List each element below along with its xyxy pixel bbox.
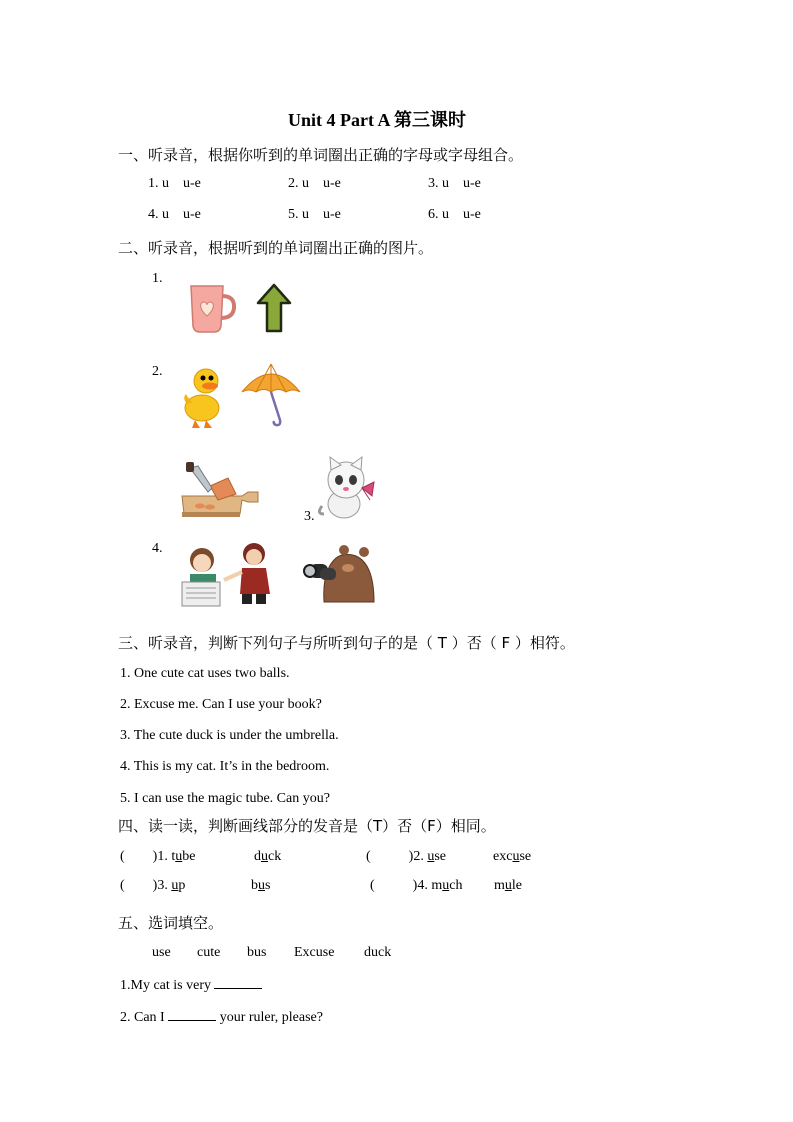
s1-item-4: 4. u u-e (148, 207, 201, 222)
s5-question-1: 1.My cat is very (120, 976, 262, 994)
s5-question-2: 2. Can I your ruler, please? (120, 1010, 323, 1025)
s2-label-4: 4. (152, 541, 163, 556)
section5-heading: 五、选词填空。 (118, 914, 224, 932)
word-bank-bus: bus (247, 945, 267, 960)
s1-item-5: 5. u u-e (288, 207, 341, 222)
s4-q3: ( )3. up (120, 878, 186, 893)
s3-sentence-4: 4. This is my cat. It’s in the bedroom. (120, 759, 330, 774)
s2-label-2: 2. (152, 364, 163, 379)
section3-heading: 三、听录音，判断下列句子与所听到句子的是（ T ）否（ F ）相符。 (118, 634, 575, 652)
s3-sentence-2: 2. Excuse me. Can I use your book? (120, 697, 322, 712)
word-bank-duck: duck (364, 945, 392, 960)
s4-q1: ( )1. tube (120, 849, 196, 864)
s2-label-1: 1. (152, 271, 163, 286)
s4-q2: ( )2. use (366, 849, 447, 864)
bear-binoculars-icon[interactable] (302, 544, 376, 602)
umbrella-icon[interactable] (240, 362, 302, 428)
s1-item-1: 1. u u-e (148, 176, 201, 191)
s3-sentence-1: 1. One cute cat uses two balls. (120, 666, 290, 681)
up-arrow-icon[interactable] (256, 283, 292, 333)
s1-item-2: 2. u u-e (288, 176, 341, 191)
s3-sentence-5: 5. I can use the magic tube. Can you? (120, 791, 330, 806)
section2-heading: 二、听录音，根据听到的单词圈出正确的图片。 (118, 239, 434, 257)
s4-q4: ( )4. much (370, 878, 463, 893)
word-bank-use: use (152, 945, 171, 960)
s5-blank-2[interactable] (168, 1008, 216, 1021)
s3-sentence-3: 3. The cute duck is under the umbrella. (120, 728, 339, 743)
section4-heading: 四、读一读，判断画线部分的发音是（T）否（F）相同。 (118, 817, 496, 835)
s5-blank-1[interactable] (214, 976, 262, 989)
section1-heading: 一、听录音，根据你听到的单词圈出正确的字母或字母组合。 (118, 146, 524, 164)
s4-q1-word2: duck (254, 849, 282, 864)
s1-item-6: 6. u u-e (428, 207, 481, 222)
s4-q3-word2: bus (251, 878, 271, 893)
word-bank-excuse: Excuse (294, 945, 335, 960)
s2-label-3: 3. (304, 509, 315, 524)
word-bank-cute: cute (197, 945, 221, 960)
cat-icon[interactable] (318, 458, 378, 522)
s4-q4-word2: mule (494, 878, 522, 893)
cutting-board-icon[interactable] (178, 462, 260, 520)
s1-item-3: 3. u u-e (428, 176, 481, 191)
page-title: Unit 4 Part A 第三课时 (288, 110, 466, 130)
s4-q2-word2: excuse (493, 849, 532, 864)
children-newspaper-icon[interactable] (180, 542, 280, 606)
duck-icon[interactable] (180, 364, 224, 430)
cup-icon[interactable] (188, 282, 238, 334)
